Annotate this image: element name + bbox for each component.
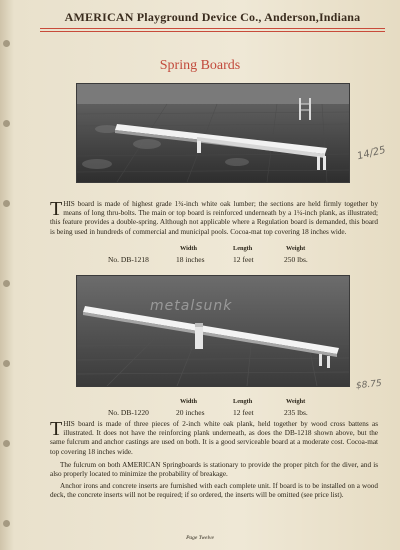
model1-number: No. DB-1218 <box>108 255 149 264</box>
handwritten-price-note: 14/25 <box>356 144 387 163</box>
binding-hole <box>3 520 10 527</box>
binding-hole <box>3 200 10 207</box>
dropcap: T <box>50 418 63 440</box>
springboard-photo-2 <box>76 275 350 387</box>
width-header: Width <box>180 245 198 252</box>
binding-hole <box>3 440 10 447</box>
model1-weight: 250 lbs. <box>284 255 308 264</box>
binding-hole <box>3 360 10 367</box>
header-rule <box>40 31 385 32</box>
watermark: metalsunk <box>150 298 233 314</box>
model2-width: 20 inches <box>176 408 205 417</box>
page-number: Page Twelve <box>186 535 214 541</box>
model2-number: No. DB-1220 <box>108 408 149 417</box>
length-header: Length <box>233 245 253 252</box>
binding-hole <box>3 120 10 127</box>
page-header: AMERICAN Playground Device Co., Anderson,Indiana <box>64 10 361 24</box>
header-rule <box>40 28 385 29</box>
dropcap: T <box>50 198 63 220</box>
fulcrum-paragraph: The fulcrum on both AMERICAN Springboards is stationary to provide the proper pitch for the diver, and is also properly located to minimize the probability of breakage. <box>50 461 378 479</box>
model2-weight: 235 lbs. <box>284 408 308 417</box>
weight-header: Weight <box>286 245 306 252</box>
springboard-photo-1 <box>76 83 350 183</box>
model1-width: 18 inches <box>176 255 205 264</box>
anchor-paragraph: Anchor irons and concrete inserts are furnished with each complete unit. If board is to be installed on a wood deck, the concrete inserts will not be required; if so ordered, the inserts will be omitted (see price list). <box>50 482 378 500</box>
handwritten-price-note: $8.75 <box>355 378 383 392</box>
model1-length: 12 feet <box>233 255 254 264</box>
binding-edge <box>0 0 14 550</box>
model1-paragraph: HIS board is made of highest grade 1¾-inch white oak lumber; the sections are held firmly together by means of long thru-bolts. The main or top board is reinforced underneath by a 1¼-inch plank, as illustrated; this feature provides a double-spring. Although not applicable where a Regulation board is demanded, this board is being used in hundreds of commercial and municipal pools. Cocoa-mat top covering 18 inches wide. <box>50 200 378 236</box>
binding-hole <box>3 280 10 287</box>
model2-description <box>50 420 378 457</box>
model1-specs <box>108 245 368 267</box>
model2-length: 12 feet <box>233 408 254 417</box>
model2-paragraph: HIS board is made of three pieces of 2-inch white oak plank, held together by wood cross battens as illustrated. It does not have the reinforcing plank underneath, as does the DB-1218 shown above, but the same fulcrum and anchor castings are used on both. It is a good serviceable board at a moderate cost. Cocoa-mat top covering 18 inches wide. <box>50 420 378 456</box>
model1-description <box>50 200 378 237</box>
model2-specs <box>108 398 368 420</box>
width-header: Width <box>180 398 198 405</box>
length-header: Length <box>233 398 253 405</box>
weight-header: Weight <box>286 398 306 405</box>
page-title: Spring Boards <box>159 58 241 73</box>
binding-hole <box>3 40 10 47</box>
